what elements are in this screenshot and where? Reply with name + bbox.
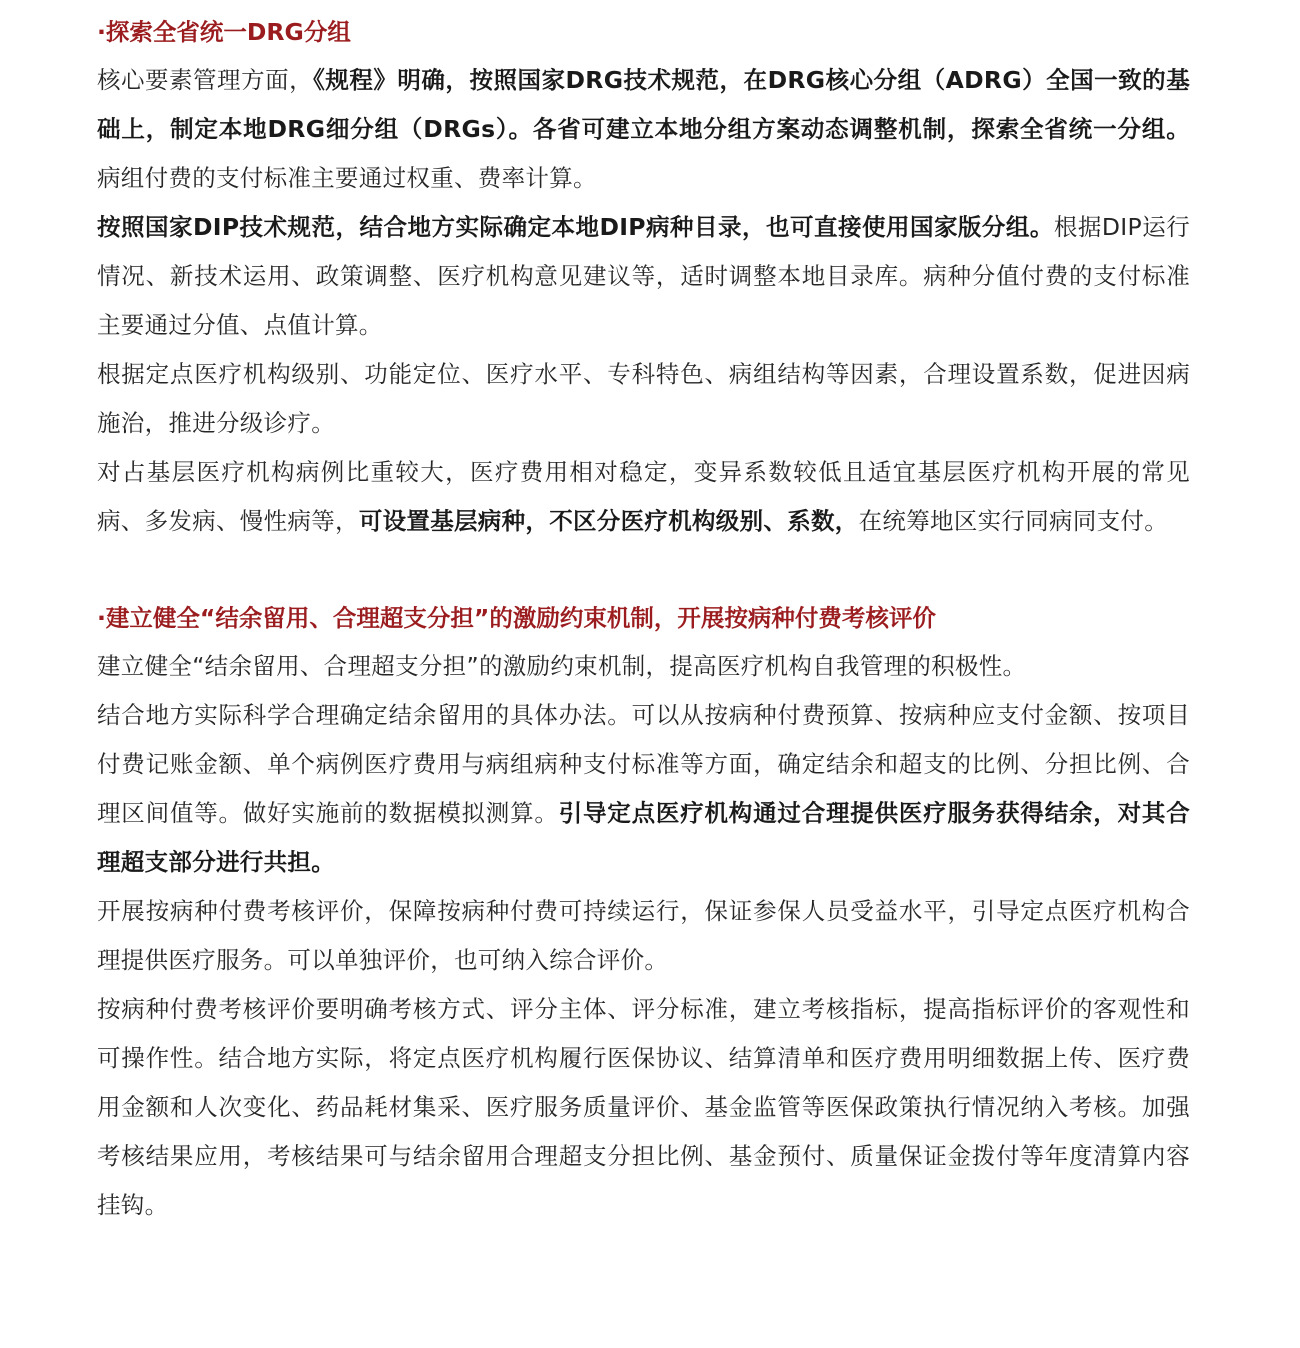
paragraph <box>97 985 1190 1230</box>
text-segment: 按病种付费考核评价要明确考核方式、评分主体、评分标准，建立考核指标，提高指标评价的客观性和可操作性。结合地方实际，将定点医疗机构履行医保协议、结算清单和医疗费用明细数据上传、医疗费用金额和人次变化、药品耗材集采、医疗服务质量评价、基金监管等医保政策执行情况纳入考核。加强考核结果应用，考核结果可与结余留用合理超支分担比例、基金预付、质量保证金拨付等年度清算内容挂钩。 <box>97 995 1190 1219</box>
text-segment: 根据定点医疗机构级别、功能定位、医疗水平、专科特色、病组结构等因素，合理设置系数，促进因病施治，推进分级诊疗。 <box>97 360 1190 437</box>
paragraph <box>97 56 1190 203</box>
paragraph <box>97 350 1190 448</box>
paragraph <box>97 642 1190 691</box>
section-spacer <box>97 546 1190 594</box>
section-drg-grouping <box>97 8 1190 546</box>
text-segment: 在统筹地区实行同病同支付。 <box>858 507 1169 535</box>
text-segment: 根据DIP运行情况、新技术运用、政策调整、医疗机构意见建议等，适时调整本地目录库。病种分值付费的支付标准主要通过分值、点值计算。 <box>97 213 1190 339</box>
section-heading: ·建立健全“结余留用、合理超支分担”的激励约束机制，开展按病种付费考核评价 <box>97 604 936 632</box>
bold-text-segment: 引导定点医疗机构通过合理提供医疗服务获得结余，对其合理超支部分进行共担。 <box>97 799 1190 876</box>
article-body <box>97 8 1190 1230</box>
paragraph <box>97 691 1190 887</box>
paragraph <box>97 448 1190 546</box>
text-segment: 对占基层医疗机构病例比重较大，医疗费用相对稳定，变异系数较低且适宜基层医疗机构开展的常见病、多发病、慢性病等， <box>97 458 1190 535</box>
text-segment: 建立健全“结余留用、合理超支分担”的激励约束机制，提高医疗机构自我管理的积极性。 <box>97 652 1027 680</box>
text-segment: 结合地方实际科学合理确定结余留用的具体办法。可以从按病种付费预算、按病种应支付金额、按项目付费记账金额、单个病例医疗费用与病组病种支付标准等方面，确定结余和超支的比例、分担比例、合理区间值等。做好实施前的数据模拟测算。 <box>97 701 1190 827</box>
paragraph <box>97 203 1190 350</box>
text-segment: 核心要素管理方面， <box>97 66 314 94</box>
section-incentive-mechanism <box>97 594 1190 1230</box>
bold-text-segment: 可设置基层病种，不区分医疗机构级别、系数， <box>358 507 859 535</box>
bold-text-segment: 按照国家DIP技术规范，结合地方实际确定本地DIP病种目录，也可直接使用国家版分组。 <box>97 213 1054 241</box>
paragraph <box>97 887 1190 985</box>
bold-text-segment: 《规程》明确，按照国家DRG技术规范，在DRG核心分组（ADRG）全国一致的基础上，制定本地DRG细分组（DRGs）。各省可建立本地分组方案动态调整机制，探索全省统一分组。 <box>97 66 1190 143</box>
text-segment: 病组付费的支付标准主要通过权重、费率计算。 <box>97 164 597 192</box>
section-heading: ·探索全省统一DRG分组 <box>97 18 351 46</box>
text-segment: 开展按病种付费考核评价，保障按病种付费可持续运行，保证参保人员受益水平，引导定点医疗机构合理提供医疗服务。可以单独评价，也可纳入综合评价。 <box>97 897 1190 974</box>
